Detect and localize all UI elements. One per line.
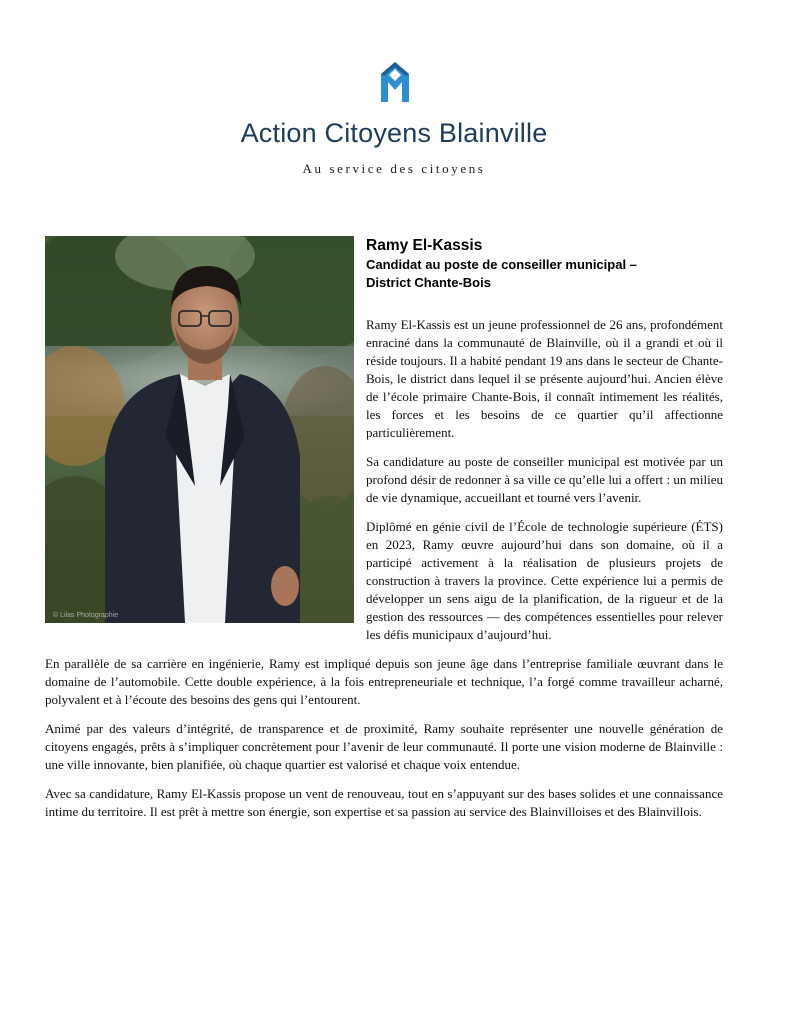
bio-paragraph: Animé par des valeurs d’intégrité, de transparence et de proximité, Ramy souhaite représenter une nouvelle génération de citoyens engagés, prêts à s’impliquer concrètement pour l’avenir de leur communauté. Il porte une vision moderne de Blainville : une ville innovante, bien planifiée, où chaque quartier est valorisé et chaque voix entendue. <box>45 721 723 772</box>
bio-paragraph: Diplômé en génie civil de l’École de technologie supérieure (ÉTS) en 2023, Ramy œuvre aujourd’hui dans son domaine, où il a participé activement à la réalisation de plusieurs projets de construction à travers la province. Cette expérience lui a permis de développer un sens aigu de la planification, de la rigueur et de la gestion des ressources — des compétences essentielles pour relever les défis municipaux d’aujourd’hui. <box>366 519 723 642</box>
bio-paragraph: En parallèle de sa carrière en ingénierie, Ramy est impliqué depuis son jeune âge dans l’entreprise familiale œuvrant dans le domaine de l’automobile. Cette double expérience, à la fois entrepreneuriale et technique, l’a forgé comme travailleur acharné, polyvalent et à l’écoute des besoins des gens qui l’entourent. <box>45 656 723 707</box>
candidate-name: Ramy El-Kassis <box>366 237 483 254</box>
candidate-role-line1: Candidat au poste de conseiller municipal – <box>366 257 637 272</box>
org-tagline: Au service des citoyens <box>302 161 486 176</box>
bio-paragraph: Avec sa candidature, Ramy El-Kassis propose un vent de renouveau, tout en s’appuyant sur des bases solides et une connaissance intime du territoire. Il est prêt à mettre son énergie, son expertise et sa passion au service des Blainvilloises et des Blainvillois. <box>45 786 723 819</box>
photo-credit: © Lilas Photographie <box>53 612 119 619</box>
org-name: Action Citoyens Blainville <box>240 118 548 148</box>
candidate-photo <box>45 236 354 623</box>
candidate-section <box>45 236 723 832</box>
bio-paragraph: Sa candidature au poste de conseiller municipal est motivée par un profond désir de redonner à sa ville ce qu’elle lui a offert : un milieu de vie dynamique, accueillant et tourné vers l’avenir. <box>366 454 723 505</box>
house-pin-logo-icon <box>378 60 412 104</box>
bio-paragraph: Ramy El-Kassis est un jeune professionnel de 26 ans, profondément enraciné dans la communauté de Blainville, où il a grandi et où il réside toujours. Il a habité pendant 19 ans dans le secteur de Chante-Bois, le district dans lequel il se présente aujourd’hui. Ancien élève de l’école primaire Chante-Bois, il connaît intimement les réalités, les forces et les besoins de ce quartier qu’il affectionne particulièrement. <box>366 317 723 440</box>
candidate-role-line2: District Chante-Bois <box>366 275 491 290</box>
